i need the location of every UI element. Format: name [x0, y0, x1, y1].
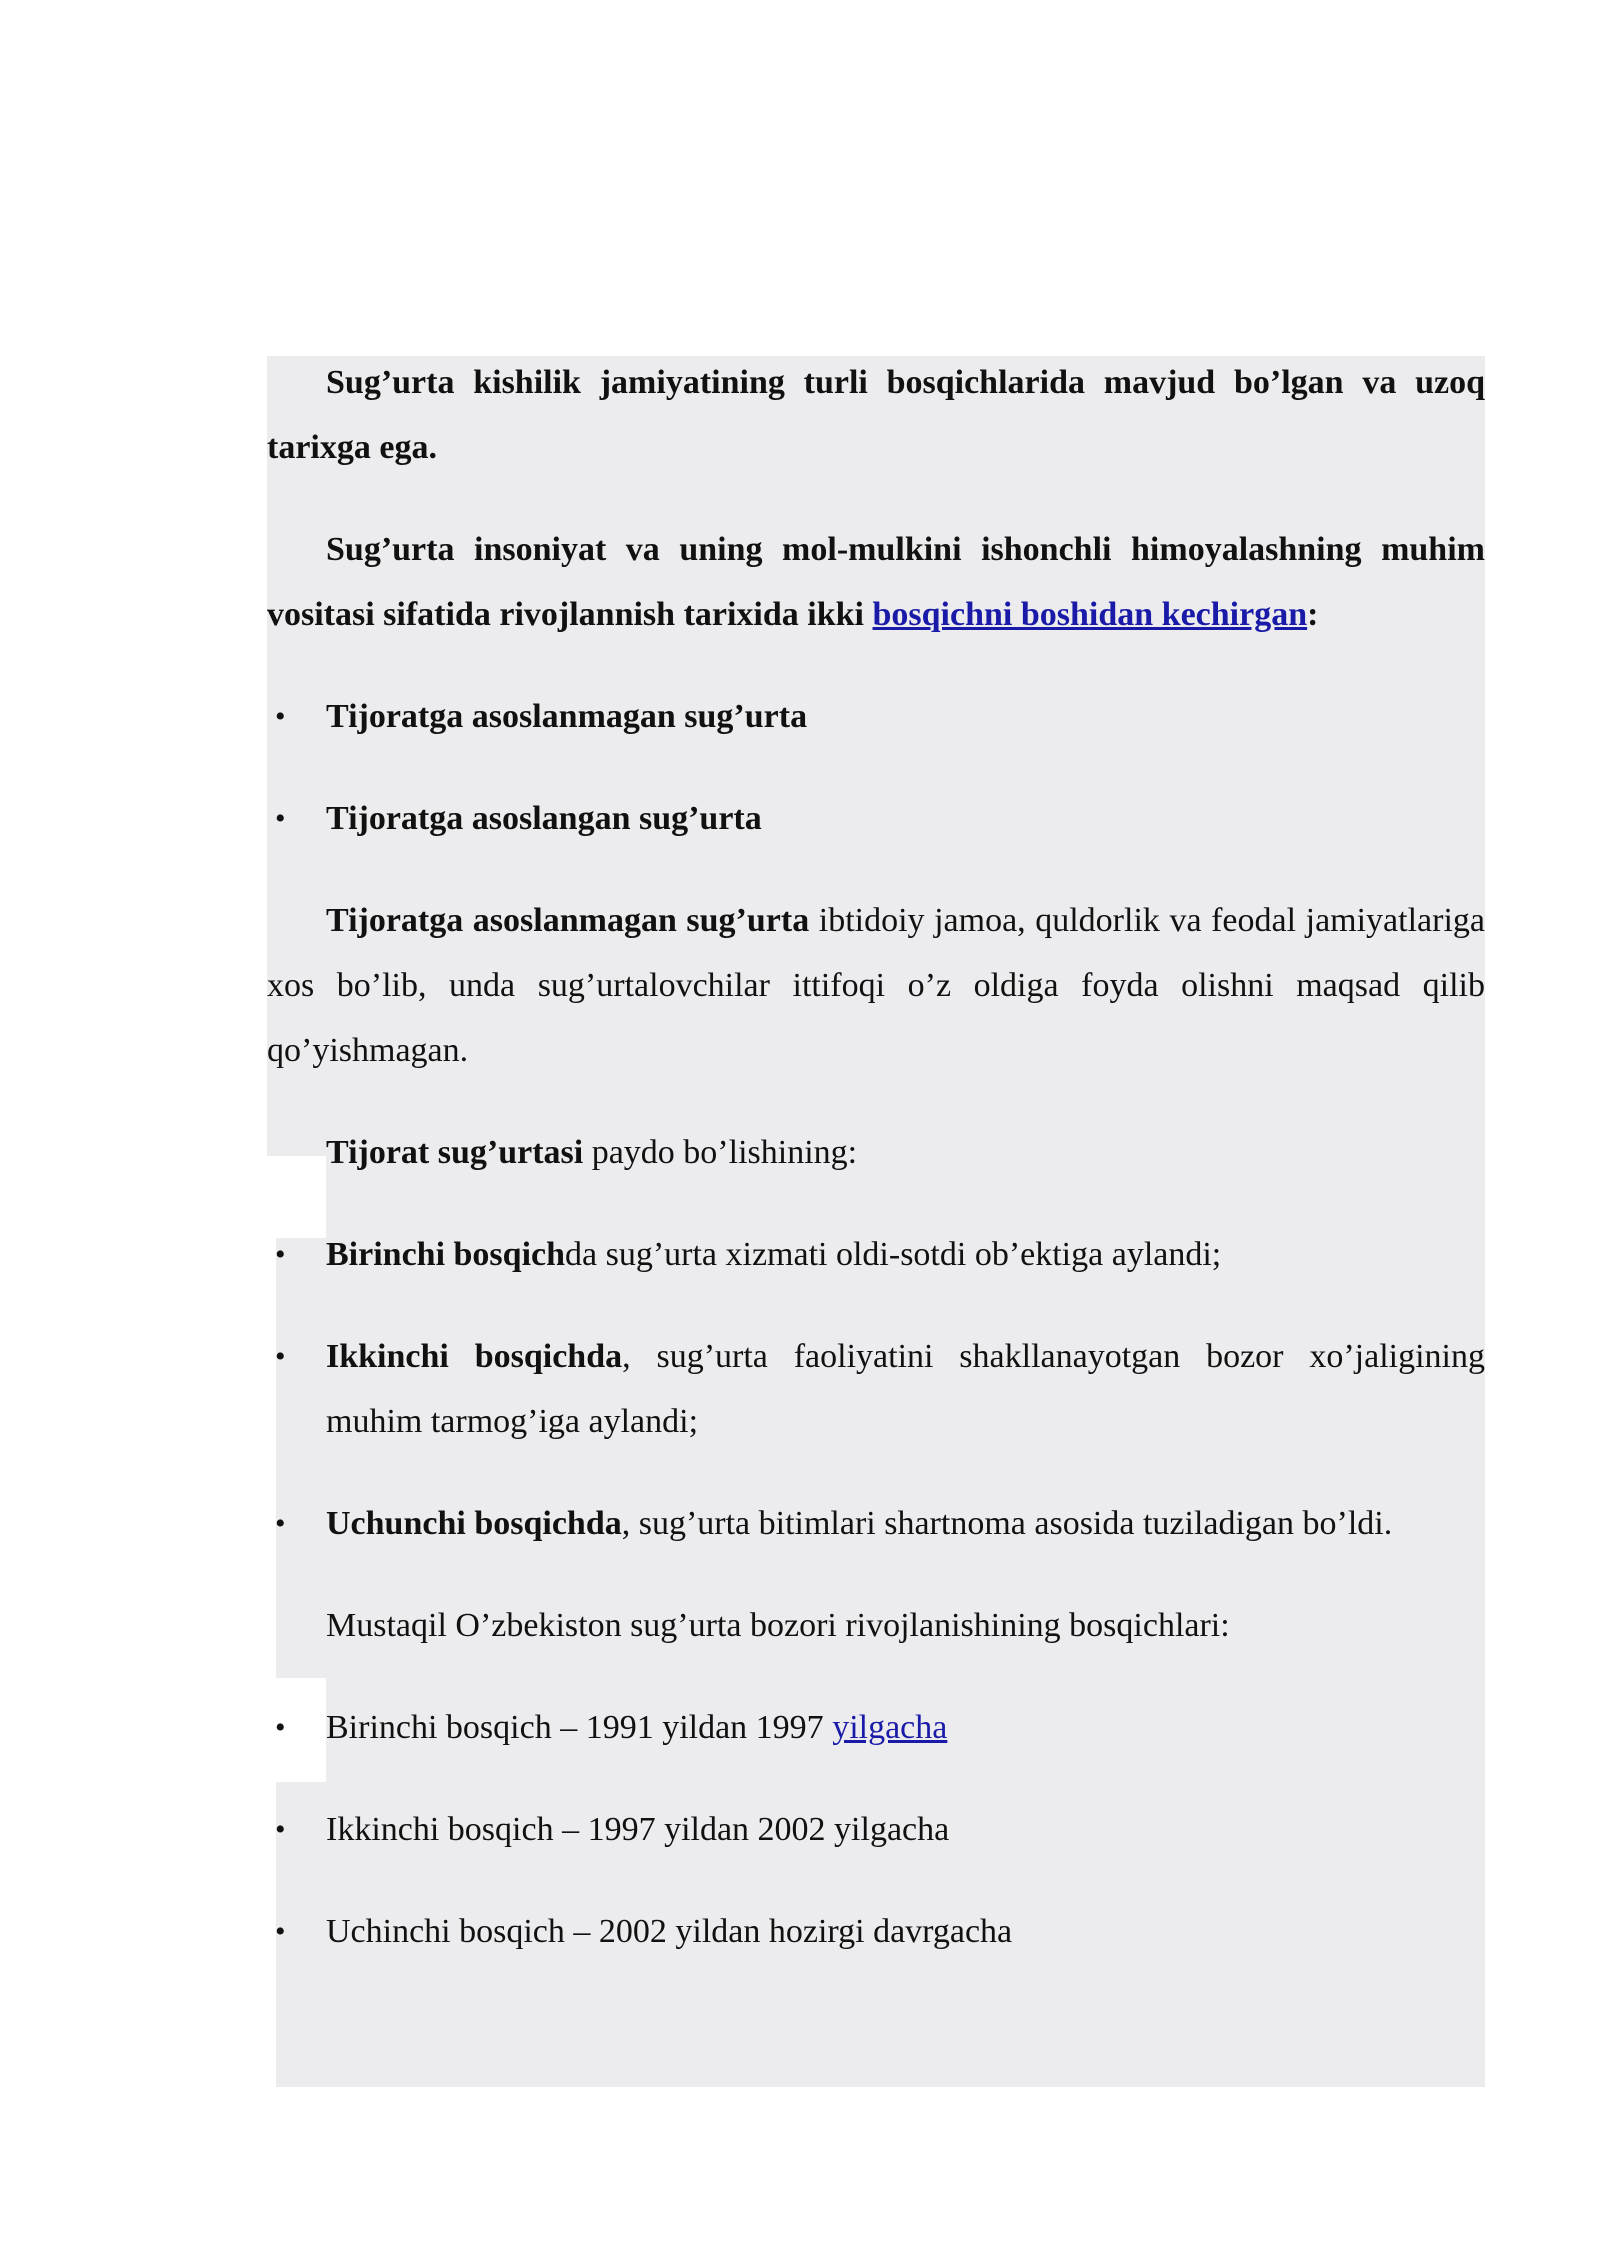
list-item: • Uchinchi bosqich – 2002 yildan hozirgi davrgacha [267, 1899, 1485, 1964]
noncommercial-term: Tijoratga asoslanmagan sug’urta [326, 902, 810, 939]
list-item: • Tijoratga asoslangan sug’urta [267, 786, 1485, 851]
list-item: • Birinchi bosqichda sug’urta xizmati oldi-sotdi ob’ektiga aylandi; [267, 1222, 1485, 1287]
list-item: • Uchunchi bosqichda, sug’urta bitimlari shartnoma asosida tuziladigan bo’ldi. [267, 1491, 1485, 1556]
bullet-icon: • [275, 1711, 286, 1744]
intro-paragraph [267, 350, 1485, 480]
uzbekistan-heading: Mustaqil O’zbekiston sug’urta bozori rivojlanishining bosqichlari: [326, 1607, 1230, 1644]
noncommercial-text: ibtidoiy jamoa, quldorlik va feodal jamiyatlariga xos bo’lib, unda sug’urtalovchilar ittifoqi o’z oldiga foyda olishni maqsad qilib qo’yishmagan. [267, 902, 1485, 1069]
list-item: • Ikkinchi bosqichda, sug’urta faoliyatini shakllanayotgan bozor xo’jaligining muhim tarmog’iga aylandi; [267, 1324, 1485, 1454]
yilgacha-link[interactable]: yilgacha [832, 1709, 948, 1746]
history-end: : [1307, 596, 1319, 633]
history-paragraph [267, 517, 1485, 647]
bullet-icon: • [275, 1507, 286, 1540]
list-item: • Ikkinchi bosqich – 1997 yildan 2002 yilgacha [267, 1797, 1485, 1862]
list-item: • Tijoratga asoslanmagan sug’urta [267, 684, 1485, 749]
bullet-icon: • [275, 1238, 286, 1271]
insurance-types-list [267, 684, 1485, 851]
bullet-icon: • [275, 700, 286, 733]
intro-text: Sug’urta kishilik jamiyatining turli bosqichlarida mavjud bo’lgan va uzoq tarixga ega. [267, 364, 1485, 466]
bullet-icon: • [275, 802, 286, 835]
stages-link[interactable]: bosqichni boshidan kechirgan [872, 596, 1308, 633]
noncommercial-paragraph [267, 888, 1485, 1083]
bullet-icon: • [275, 1915, 286, 1948]
document-body [267, 350, 1485, 1964]
commercial-text: paydo bo’lishining: [583, 1134, 858, 1171]
history-text: Sug’urta insoniyat va uning mol-mulkini ishonchli himoyalashning muhim vositasi sifatida rivojlannish tarixida ikki [267, 531, 1485, 633]
commercial-paragraph [267, 1120, 1485, 1185]
uzbekistan-stages-list [267, 1695, 1485, 1964]
commercial-term: Tijorat sug’urtasi [326, 1134, 584, 1171]
list-item: • Birinchi bosqich – 1991 yildan 1997 yilgacha [267, 1695, 1485, 1760]
bullet-icon: • [275, 1813, 286, 1846]
commercial-stages-list [267, 1222, 1485, 1556]
bullet-icon: • [275, 1340, 286, 1373]
